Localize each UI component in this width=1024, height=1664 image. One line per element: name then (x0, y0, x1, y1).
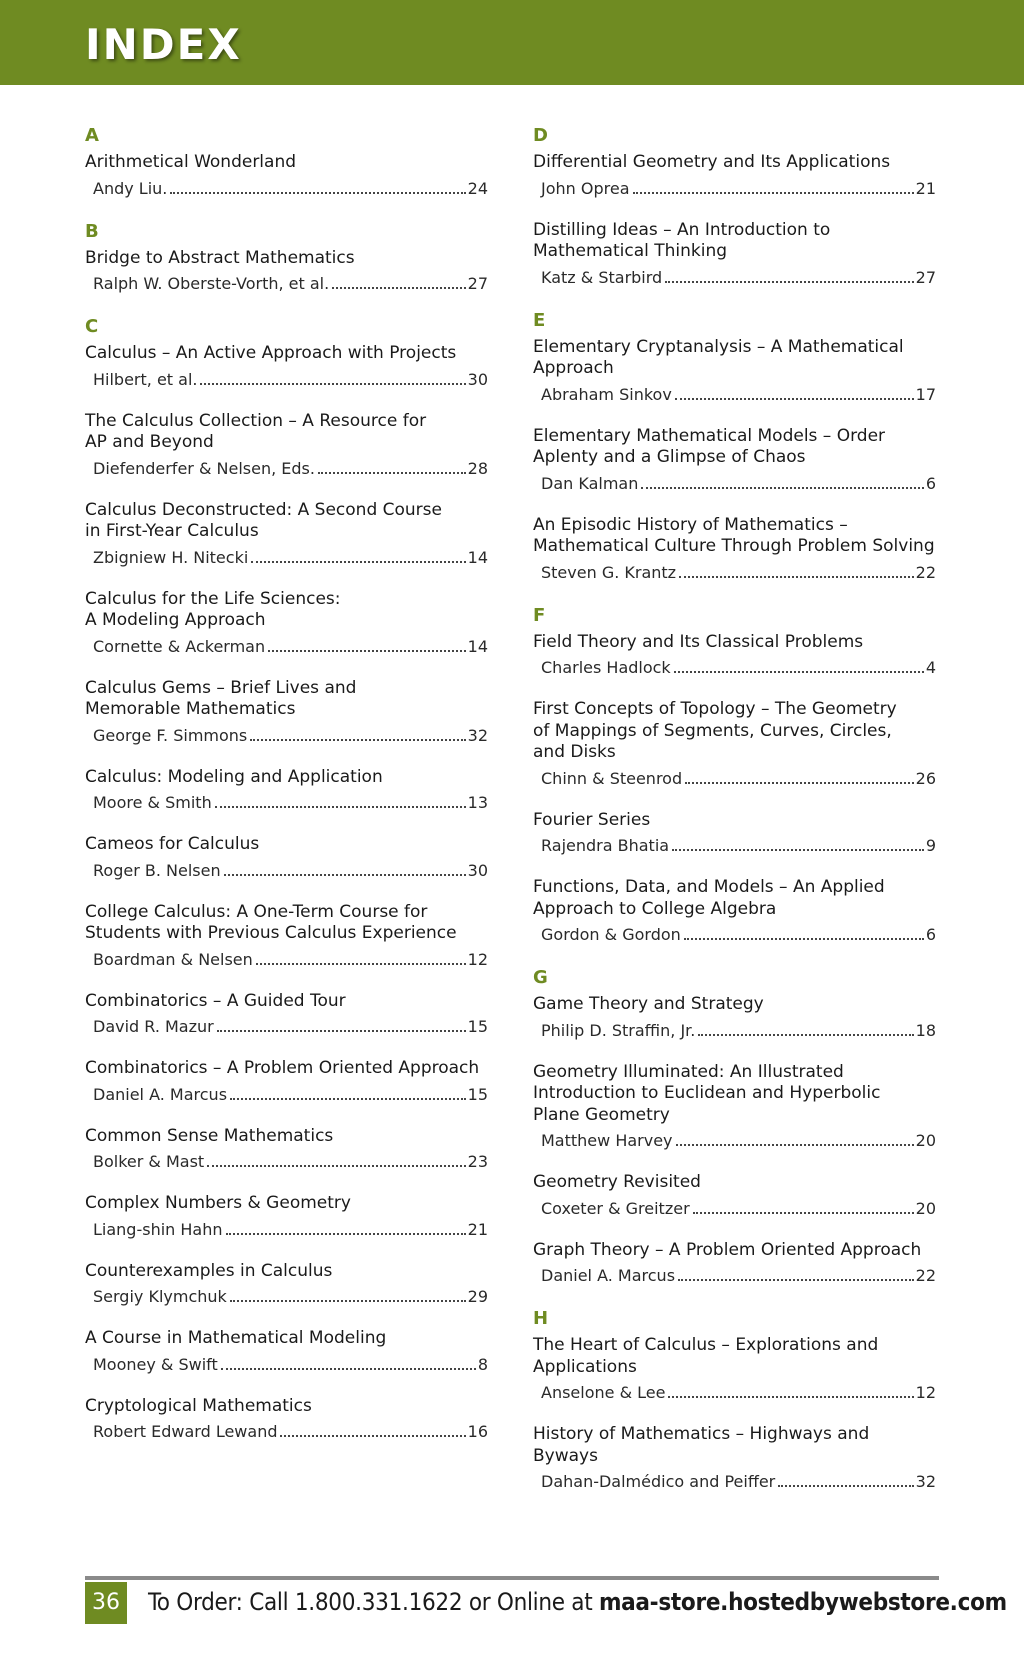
dot-leader (170, 192, 465, 194)
dot-leader (698, 1034, 913, 1036)
author-line (533, 474, 936, 494)
index-section (533, 126, 936, 288)
index-entry (85, 1328, 488, 1375)
book-title: Calculus Deconstructed: A Second Course in First-Year Calculus (85, 499, 442, 541)
dot-leader (230, 1098, 466, 1100)
author-line (533, 1472, 936, 1492)
book-author: Charles Hadlock (541, 658, 671, 677)
dot-leader (674, 671, 924, 673)
book-title: Calculus Gems – Brief Lives and Memorable Mathematics (85, 677, 357, 719)
book-author: Robert Edward Lewand (93, 1422, 278, 1441)
dot-leader (217, 1030, 466, 1032)
dot-leader (268, 650, 466, 652)
author-line (85, 861, 488, 881)
index-entry (533, 152, 936, 199)
page-reference: 30 (467, 369, 488, 389)
index-section (85, 222, 488, 295)
author-line (85, 274, 488, 294)
page-reference: 6 (925, 925, 936, 944)
index-entry (85, 1126, 488, 1173)
book-title: Game Theory and Strategy (533, 994, 764, 1014)
book-author: Chinn & Steenrod (541, 768, 683, 788)
page-reference: 21 (467, 1219, 488, 1239)
author-line (533, 563, 936, 583)
index-entry (533, 337, 936, 405)
author-line (85, 459, 488, 479)
dot-leader (675, 398, 914, 400)
dot-leader (672, 849, 924, 851)
footer-divider (85, 1576, 939, 1580)
dot-leader (207, 1165, 465, 1167)
dot-leader (693, 1212, 914, 1214)
page-reference: 20 (915, 1198, 936, 1218)
dot-leader (641, 487, 923, 489)
order-text: To Order: Call 1.800.331.1622 or Online at (148, 1588, 599, 1616)
index-entry (533, 1172, 936, 1219)
book-author: Hilbert, et al. (93, 369, 198, 389)
page-title: INDEX (85, 20, 242, 69)
index-entry (85, 1261, 488, 1308)
book-author: Mooney & Swift (93, 1354, 218, 1374)
page-reference: 14 (467, 547, 488, 567)
book-title: Elementary Cryptanalysis – A Mathematical Approach (533, 336, 904, 378)
dot-leader (318, 472, 466, 474)
book-author: Cornette & Ackerman (93, 636, 266, 656)
index-entry (533, 220, 936, 288)
page-reference: 6 (925, 473, 936, 493)
index-section (533, 311, 936, 583)
dot-leader (668, 1396, 913, 1398)
dot-leader (633, 192, 914, 194)
book-author: Liang-shin Hahn (93, 1219, 223, 1239)
author-line (533, 1266, 936, 1286)
index-entry (85, 152, 488, 199)
page-reference: 22 (915, 562, 936, 582)
book-title: Bridge to Abstract Mathematics (85, 247, 355, 268)
index-entry (533, 810, 936, 857)
author-line (85, 637, 488, 657)
dot-leader (256, 963, 466, 965)
page-reference: 23 (467, 1152, 488, 1171)
page-reference: 9 (925, 836, 936, 855)
index-column-right (533, 126, 936, 1492)
book-author: Sergiy Klymchuk (93, 1287, 227, 1306)
index-entry (85, 248, 488, 295)
book-author: Katz & Starbird (541, 267, 663, 287)
book-title: Calculus: Modeling and Application (85, 766, 383, 787)
book-title: Complex Numbers & Geometry (85, 1193, 351, 1213)
book-title: Cameos for Calculus (85, 834, 260, 854)
dot-leader (678, 1279, 914, 1281)
section-letter: E (533, 309, 546, 331)
dot-leader (280, 1435, 465, 1437)
page-reference: 4 (925, 658, 936, 677)
book-title: Fourier Series (533, 809, 651, 830)
book-title: Common Sense Mathematics (85, 1125, 334, 1146)
book-title: Geometry Revisited (533, 1172, 701, 1192)
header-bar (0, 0, 1024, 85)
index-entry (85, 343, 488, 390)
book-title: Field Theory and Its Classical Problems (533, 631, 864, 652)
author-line (85, 370, 488, 390)
page-reference: 20 (915, 1131, 936, 1150)
index-entry (533, 877, 936, 945)
author-line (533, 1021, 936, 1041)
book-title: College Calculus: A One-Term Course for Students with Previous Calculus Experience (85, 901, 457, 943)
dot-leader (221, 1368, 476, 1370)
index-entry (85, 834, 488, 881)
page-reference: 16 (467, 1422, 488, 1441)
book-author: Diefenderfer & Nelsen, Eds. (93, 458, 315, 478)
index-entry (85, 678, 488, 746)
book-title: Cryptological Mathematics (85, 1395, 312, 1416)
index-entry (85, 991, 488, 1038)
author-line (85, 1355, 488, 1375)
book-title: Graph Theory – A Problem Oriented Approach (533, 1239, 922, 1260)
book-author: Daniel A. Marcus (93, 1084, 228, 1104)
book-title: Counterexamples in Calculus (85, 1260, 333, 1281)
dot-leader (778, 1485, 913, 1487)
book-title: The Heart of Calculus – Explorations and Applications (533, 1335, 879, 1377)
section-letter: A (85, 125, 99, 146)
author-line (85, 179, 488, 199)
book-title: An Episodic History of Mathematics – Mathematical Culture Through Problem Solving (533, 514, 935, 556)
dot-leader (250, 739, 465, 741)
dot-leader (679, 576, 914, 578)
page-reference: 13 (467, 793, 488, 812)
author-line (533, 179, 936, 199)
index-entry (533, 632, 936, 679)
page-reference: 29 (467, 1287, 488, 1306)
index-entry (533, 1062, 936, 1152)
index-section (85, 126, 488, 199)
author-line (533, 1199, 936, 1219)
index-section (533, 1309, 936, 1492)
page-reference: 26 (915, 768, 936, 788)
book-title: Functions, Data, and Models – An Applied Approach to College Algebra (533, 877, 885, 919)
book-title: Geometry Illuminated: An Illustrated Introduction to Euclidean and Hyperbolic Plane Geometry (533, 1061, 881, 1125)
book-title: Arithmetical Wonderland (85, 152, 297, 172)
author-line (85, 1085, 488, 1105)
author-line (533, 268, 936, 288)
book-title: Calculus – An Active Approach with Projects (85, 343, 457, 363)
book-author: Dahan-Dalmédico and Peiffer (541, 1472, 776, 1491)
index-entry (85, 767, 488, 814)
page-reference: 30 (467, 860, 488, 880)
index-section (533, 968, 936, 1286)
dot-leader (676, 1144, 914, 1146)
dot-leader (332, 287, 465, 289)
book-author: John Oprea (541, 178, 630, 198)
book-author: Coxeter & Greitzer (541, 1198, 690, 1218)
book-author: Daniel A. Marcus (541, 1266, 676, 1285)
page-reference: 17 (915, 384, 936, 404)
store-url-link[interactable]: maa-store.hostedbywebstore.com (598, 1588, 1007, 1616)
dot-leader (665, 281, 913, 283)
author-line (85, 1422, 488, 1442)
index-section (85, 317, 488, 1442)
section-letter: D (533, 125, 548, 146)
page-reference: 32 (467, 725, 488, 745)
author-line (85, 726, 488, 746)
page-number: 36 (85, 1582, 127, 1624)
section-letter: F (533, 604, 546, 626)
book-author: Steven G. Krantz (541, 562, 677, 582)
section-letter: B (85, 220, 99, 242)
author-line (533, 1383, 936, 1403)
author-line (533, 836, 936, 856)
order-info (148, 1584, 1007, 1620)
book-author: Abraham Sinkov (541, 384, 672, 404)
page-reference: 12 (915, 1383, 936, 1402)
page-reference: 27 (467, 274, 488, 293)
author-line (85, 1287, 488, 1307)
index-entry (533, 1240, 936, 1287)
book-author: Andy Liu. (93, 178, 168, 198)
book-title: Combinatorics – A Guided Tour (85, 990, 346, 1011)
page-reference: 18 (915, 1020, 936, 1040)
page-reference: 28 (467, 458, 488, 478)
book-author: Philip D. Straffin, Jr. (541, 1020, 696, 1040)
index-entry (85, 500, 488, 568)
author-line (85, 950, 488, 970)
book-title: Combinatorics – A Problem Oriented Approach (85, 1058, 480, 1078)
index-column-left (85, 126, 488, 1442)
author-line (533, 658, 936, 678)
page-reference: 15 (467, 1017, 488, 1036)
index-entry (533, 1335, 936, 1403)
book-author: Rajendra Bhatia (541, 836, 670, 855)
book-author: David R. Mazur (93, 1017, 214, 1036)
index-entry (85, 589, 488, 657)
author-line (533, 1131, 936, 1151)
book-title: First Concepts of Topology – The Geometry of Mappings of Segments, Curves, Circles, and Disks (533, 699, 897, 762)
author-line (533, 925, 936, 945)
dot-leader (251, 561, 465, 563)
index-entry (85, 1396, 488, 1443)
dot-leader (215, 806, 466, 808)
index-entry (533, 699, 936, 789)
book-author: Matthew Harvey (541, 1131, 673, 1150)
book-title: Distilling Ideas – An Introduction to Mathematical Thinking (533, 219, 831, 261)
book-author: Moore & Smith (93, 793, 212, 812)
book-author: George F. Simmons (93, 725, 248, 745)
book-author: Zbigniew H. Nitecki (93, 547, 249, 567)
book-author: Gordon & Gordon (541, 925, 681, 944)
index-entry (85, 1193, 488, 1240)
book-author: Roger B. Nelsen (93, 860, 221, 880)
index-entry (85, 902, 488, 970)
dot-leader (224, 874, 466, 876)
author-line (85, 1017, 488, 1037)
author-line (85, 1220, 488, 1240)
dot-leader (684, 938, 924, 940)
author-line (85, 1152, 488, 1172)
index-entry (85, 1058, 488, 1105)
dot-leader (230, 1300, 466, 1302)
book-author: Ralph W. Oberste-Vorth, et al. (93, 274, 330, 293)
section-letter: C (85, 316, 99, 337)
index-entry (533, 994, 936, 1041)
page-reference: 8 (477, 1354, 488, 1374)
book-title: A Course in Mathematical Modeling (85, 1328, 387, 1348)
book-title: History of Mathematics – Highways and Byways (533, 1424, 870, 1466)
index-section (533, 606, 936, 946)
book-title: Calculus for the Life Sciences: A Modeling Approach (85, 588, 341, 630)
section-letter: H (533, 1308, 549, 1329)
index-entry (533, 1424, 936, 1492)
book-title: The Calculus Collection – A Resource for AP and Beyond (85, 410, 427, 452)
book-title: Differential Geometry and Its Applications (533, 152, 891, 172)
author-line (533, 769, 936, 789)
book-author: Anselone & Lee (541, 1383, 666, 1402)
page-reference: 21 (915, 178, 936, 198)
page-reference: 12 (467, 949, 488, 969)
dot-leader (685, 782, 914, 784)
page-reference: 15 (467, 1084, 488, 1104)
author-line (85, 548, 488, 568)
page-reference: 27 (915, 267, 936, 287)
index-entry (533, 426, 936, 494)
book-author: Boardman & Nelsen (93, 949, 253, 969)
author-line (85, 793, 488, 813)
book-title: Elementary Mathematical Models – Order Aplenty and a Glimpse of Chaos (533, 425, 886, 467)
section-letter: G (533, 967, 548, 988)
dot-leader (200, 383, 465, 385)
page-reference: 32 (915, 1472, 936, 1491)
book-author: Dan Kalman (541, 473, 639, 493)
dot-leader (226, 1233, 466, 1235)
page-reference: 22 (915, 1266, 936, 1285)
page-reference: 24 (467, 178, 488, 198)
book-author: Bolker & Mast (93, 1152, 205, 1171)
page-reference: 14 (467, 636, 488, 656)
index-entry (533, 515, 936, 583)
index-entry (85, 411, 488, 479)
author-line (533, 385, 936, 405)
